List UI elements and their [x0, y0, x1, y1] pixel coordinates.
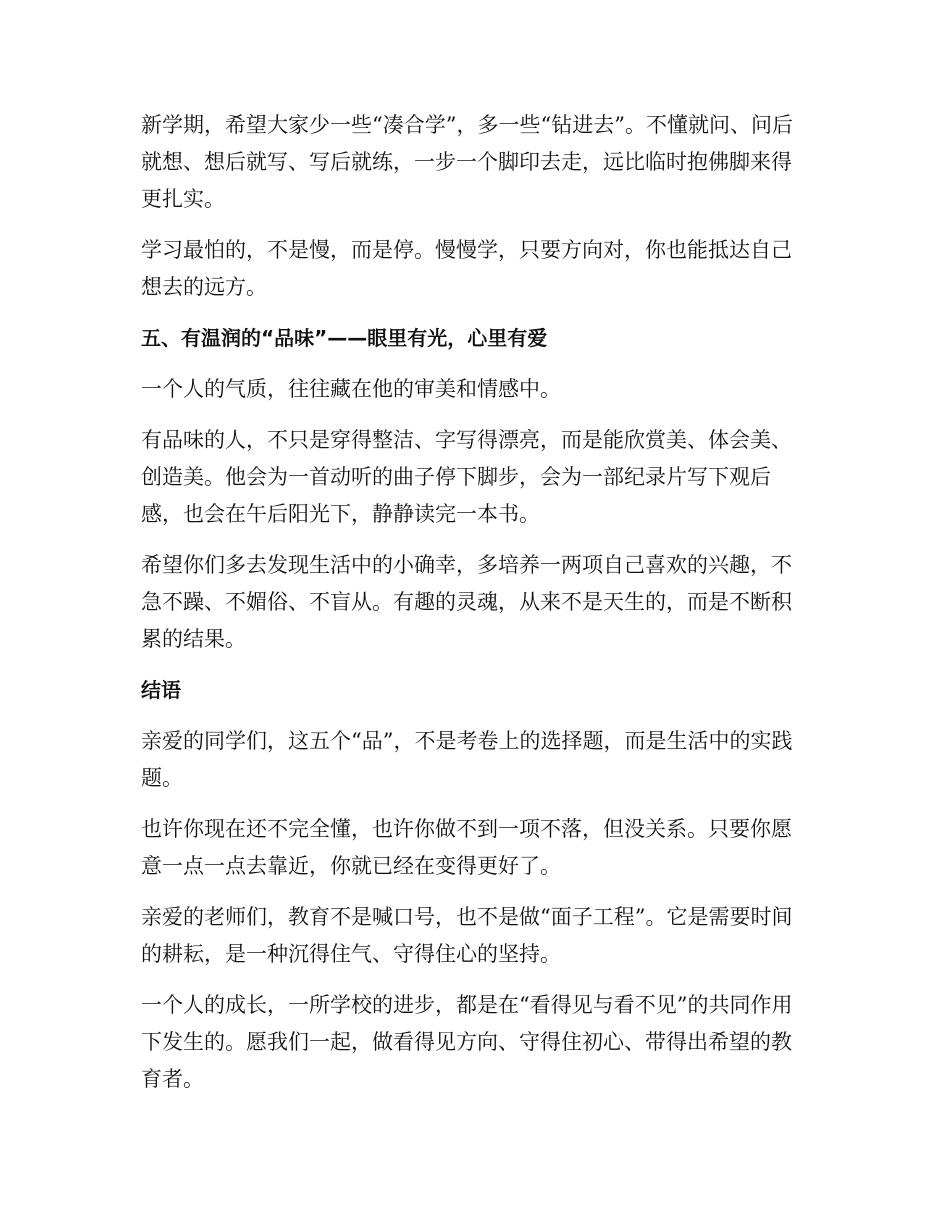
section-heading-taste: 五、有温润的“品味”——眼里有光，心里有爱	[141, 326, 548, 350]
paragraph-closing: 一个人的成长，一所学校的进步，都是在“看得见与看不见”的共同作用下发生的。愿我们一起，做看得见方向、守得住初心、带得出希望的教育者。	[141, 993, 793, 1091]
section-heading-conclusion: 结语	[141, 678, 181, 702]
document-body	[141, 107, 801, 1112]
paragraph-study-attitude: 新学期，希望大家少一些“凑合学”，多一些“钻进去”。不懂就问、问后就想、想后就写、写后就练，一步一个脚印去走，远比临时抱佛脚来得更扎实。	[141, 113, 793, 211]
paragraph-interests: 希望你们多去发现生活中的小确幸，多培养一两项自己喜欢的兴趣，不急不躁、不媚俗、不盲从。有趣的灵魂，从来不是天生的，而是不断积累的结果。	[141, 553, 792, 651]
paragraph-study-pace: 学习最怕的，不是慢，而是停。慢慢学，只要方向对，你也能抵达自己想去的远方。	[141, 238, 792, 299]
paragraph-teachers-address: 亲爱的老师们，教育不是喊口号，也不是做“面子工程”。它是需要时间的耕耘，是一种沉得住气、守得住心的坚持。	[141, 905, 793, 966]
paragraph-temperament: 一个人的气质，往往藏在他的审美和情感中。	[141, 377, 561, 401]
paragraph-taste: 有品味的人，不只是穿得整洁、字写得漂亮，而是能欣赏美、体会美、创造美。他会为一首动听的曲子停下脚步，会为一部纪录片写下观后感，也会在午后阳光下，静静读完一本书。	[141, 428, 792, 526]
paragraph-students-address: 亲爱的同学们，这五个“品”，不是考卷上的选择题，而是生活中的实践题。	[141, 729, 793, 790]
paragraph-encouragement: 也许你现在还不完全懂，也许你做不到一项不落，但没关系。只要你愿意一点一点去靠近，你就已经在变得更好了。	[141, 817, 792, 878]
